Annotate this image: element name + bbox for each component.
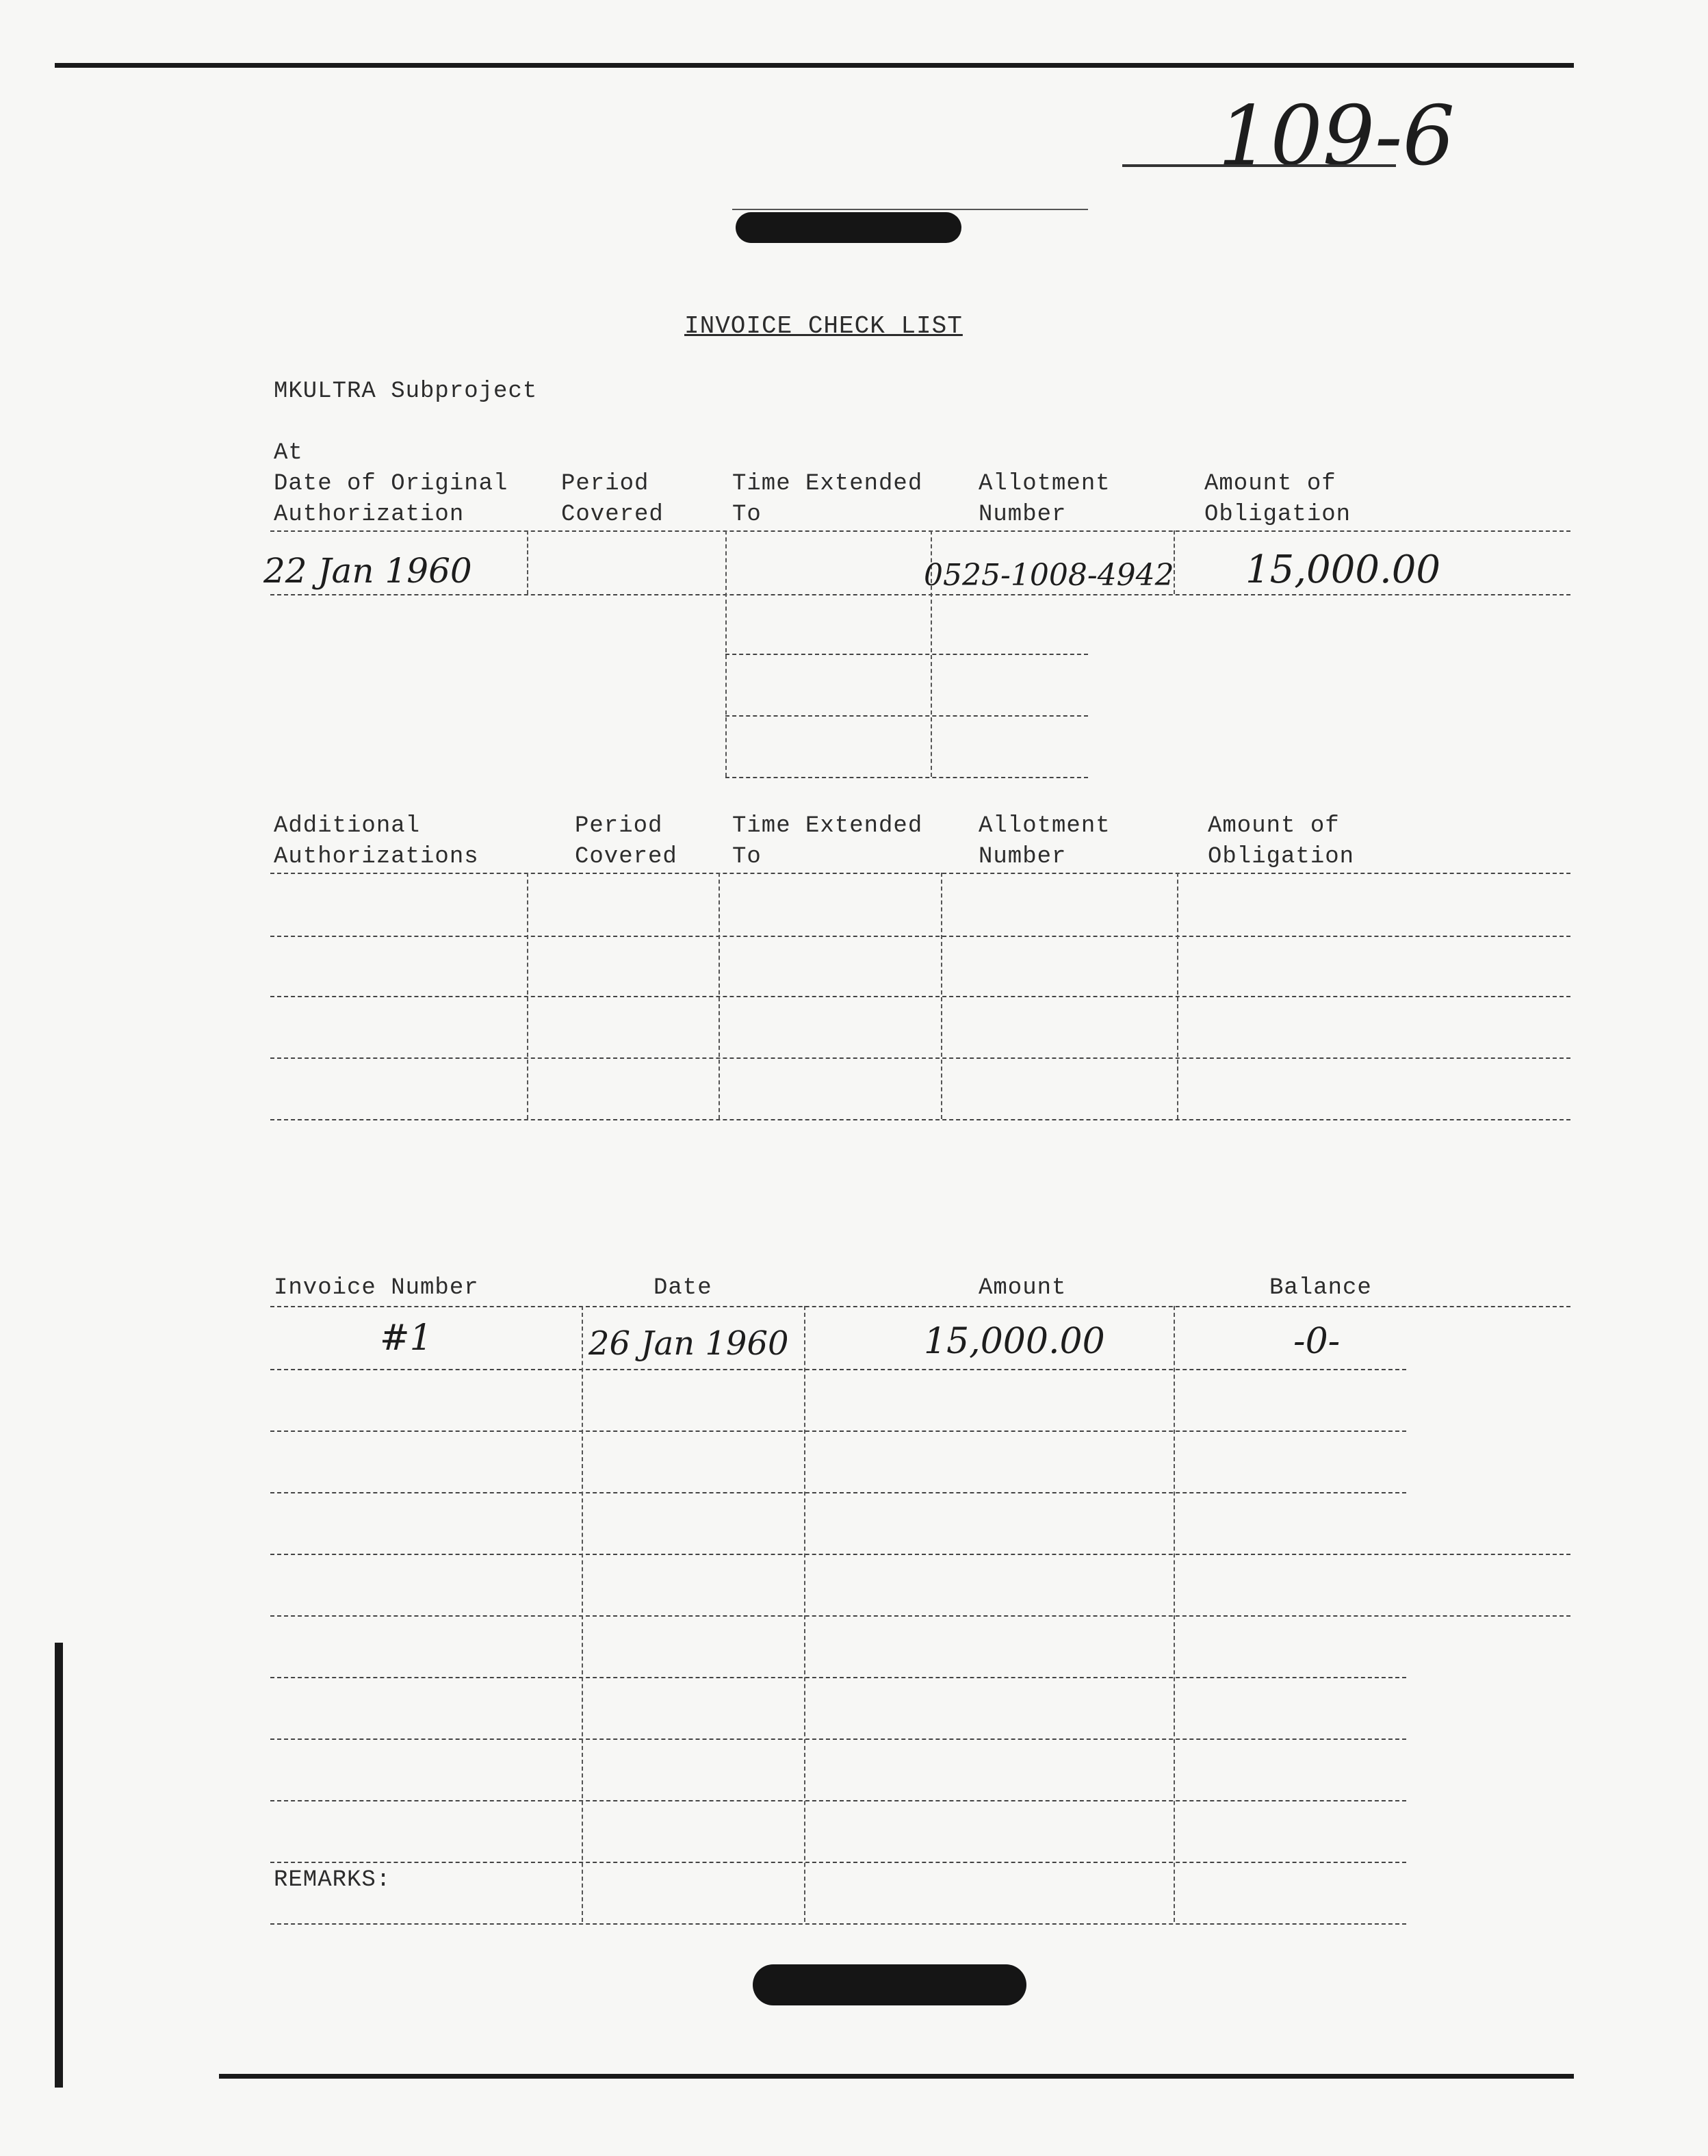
additional-col-divider-2: [719, 873, 720, 1119]
header-amount-1: Amount of: [1204, 471, 1336, 497]
invoice-amount-value: 15,000.00: [924, 1321, 1105, 1362]
left-border-line: [55, 1643, 63, 2088]
header-add-allotment-2: Number: [979, 844, 1067, 870]
original-row-rule: [270, 594, 1570, 595]
original-date-value: 22 Jan 1960: [263, 551, 472, 591]
header-additional-1: Additional: [274, 813, 421, 839]
invoice-col-divider-2: [804, 1306, 805, 1922]
header-date-original-2: Authorization: [274, 502, 465, 528]
extension-rule-3: [725, 777, 1088, 778]
invoice-row-rule-1: [270, 1369, 1406, 1370]
header-add-amount-2: Obligation: [1208, 844, 1355, 870]
at-label: At: [274, 440, 303, 466]
file-mark: 109-6: [1218, 89, 1455, 184]
invoice-balance-value: -0-: [1293, 1321, 1341, 1362]
page-title: INVOICE CHECK LIST: [684, 312, 963, 340]
invoice-row-rule-6: [270, 1677, 1406, 1678]
header-allotment-1: Allotment: [979, 471, 1111, 497]
additional-col-divider-3: [941, 873, 942, 1119]
header-invoice-balance: Balance: [1269, 1275, 1372, 1301]
invoice-row-rule-10: [270, 1923, 1406, 1925]
project-label: MKULTRA Subproject: [274, 378, 538, 405]
header-allotment-2: Number: [979, 502, 1067, 528]
original-allotment-value: 0525-1008-4942: [924, 558, 1174, 593]
redaction-top: [736, 212, 961, 243]
invoice-row-rule-9: [270, 1862, 1406, 1863]
redaction-bottom: [753, 1964, 1026, 2005]
top-border-line: [55, 63, 1574, 68]
header-add-period-2: Covered: [575, 844, 677, 870]
extension-rule-1: [725, 654, 1088, 655]
header-invoice-number: Invoice Number: [274, 1275, 479, 1301]
header-period-2: Covered: [561, 502, 664, 528]
additional-row-rule-1: [270, 936, 1570, 937]
header-add-time-1: Time Extended: [732, 813, 923, 839]
invoice-row-rule-5: [270, 1615, 1570, 1617]
header-additional-2: Authorizations: [274, 844, 479, 870]
additional-row-rule-2: [270, 996, 1570, 997]
header-add-period-1: Period: [575, 813, 663, 839]
additional-row-rule-4: [270, 1119, 1570, 1120]
header-invoice-amount: Amount: [979, 1275, 1067, 1301]
invoice-date-value: 26 Jan 1960: [588, 1324, 789, 1363]
additional-col-divider-4: [1177, 873, 1178, 1119]
header-time-extended-1: Time Extended: [732, 471, 923, 497]
remarks-label: REMARKS:: [274, 1867, 391, 1893]
invoice-row-rule-7: [270, 1738, 1406, 1740]
original-header-rule: [270, 530, 1570, 532]
header-add-amount-1: Amount of: [1208, 813, 1340, 839]
invoice-header-rule: [270, 1306, 1570, 1307]
additional-header-rule: [270, 873, 1570, 874]
file-mark-underline: [1122, 164, 1396, 167]
original-amount-value: 15,000.00: [1245, 548, 1441, 592]
extension-rule-2: [725, 715, 1088, 717]
bottom-border-line: [219, 2074, 1574, 2079]
header-add-allotment-1: Allotment: [979, 813, 1111, 839]
invoice-col-divider-1: [582, 1306, 583, 1922]
header-amount-2: Obligation: [1204, 502, 1351, 528]
header-invoice-date: Date: [654, 1275, 712, 1301]
invoice-row-rule-3: [270, 1492, 1406, 1493]
header-period-1: Period: [561, 471, 649, 497]
header-add-time-2: To: [732, 844, 762, 870]
invoice-row-rule-8: [270, 1800, 1406, 1801]
additional-col-divider-1: [527, 873, 528, 1119]
invoice-row-rule-2: [270, 1430, 1406, 1432]
header-date-original-1: Date of Original: [274, 471, 508, 497]
invoice-col-divider-3: [1174, 1306, 1175, 1922]
invoice-number-value: #1: [380, 1318, 432, 1359]
header-time-extended-2: To: [732, 502, 762, 528]
original-col-divider-1: [527, 530, 528, 594]
redaction-top-box: [732, 209, 1088, 210]
invoice-row-rule-4: [270, 1554, 1570, 1555]
additional-row-rule-3: [270, 1057, 1570, 1059]
